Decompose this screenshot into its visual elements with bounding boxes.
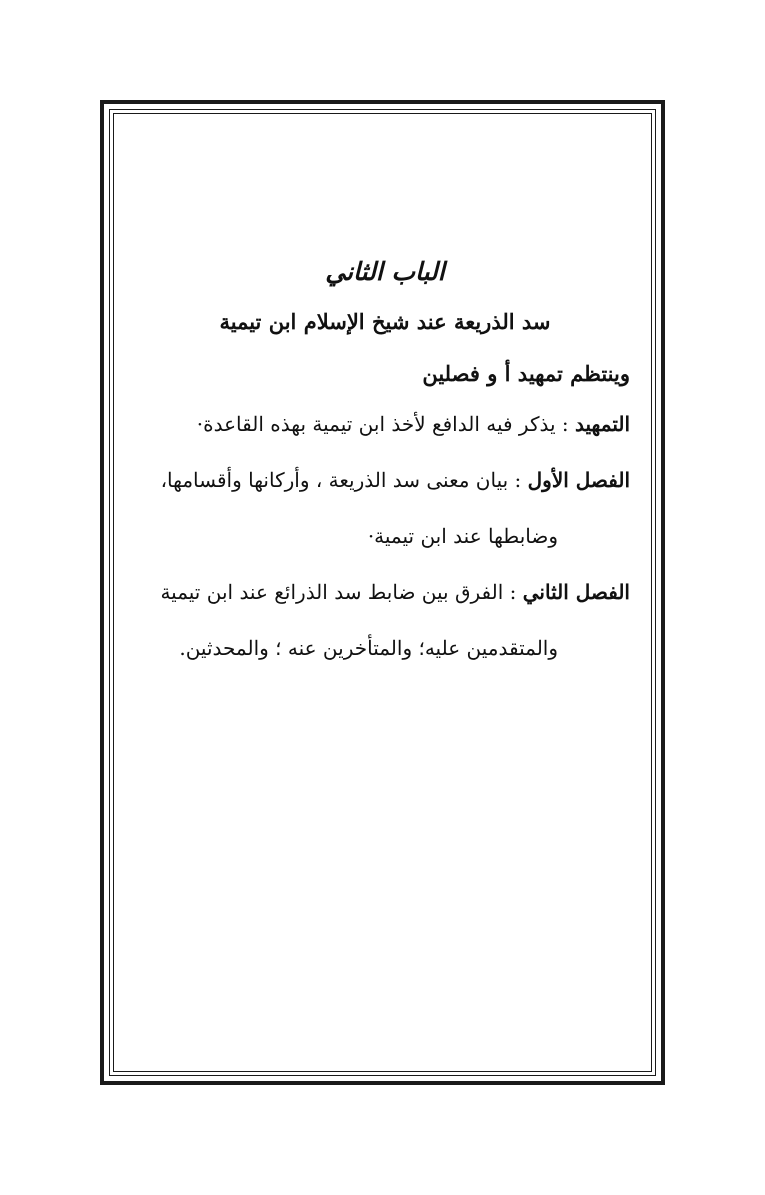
chapter-intro: وينتظم تمهيد أ و فصلين (422, 361, 630, 386)
item-introduction (140, 396, 630, 452)
page-content (140, 250, 630, 676)
item-chapter-one (140, 452, 630, 508)
chapter-title: الباب الثاني (325, 257, 445, 286)
item-chapter-one-text: : بيان معنى سد الذريعة ، وأركانها وأقسامها، (160, 468, 528, 492)
item-introduction-label: التمهيد (575, 412, 630, 436)
item-chapter-one-label: الفصل الأول (527, 468, 630, 492)
item-chapter-two (140, 564, 630, 620)
item-chapter-two-text: : الفرق بين ضابط سد الذرائع عند ابن تيمية (160, 580, 523, 604)
chapter-subtitle: سد الذريعة عند شيخ الإسلام ابن تيمية (219, 309, 551, 334)
item-chapter-one-continuation: وضابطها عند ابن تيمية· (367, 524, 558, 548)
item-introduction-text: : يذكر فيه الدافع لأخذ ابن تيمية بهذه القاعدة· (196, 412, 575, 436)
item-chapter-two-continuation: والمتقدمين عليه؛ والمتأخرين عنه ؛ والمحدثين. (179, 636, 558, 660)
item-chapter-two-label: الفصل الثاني (522, 580, 630, 604)
